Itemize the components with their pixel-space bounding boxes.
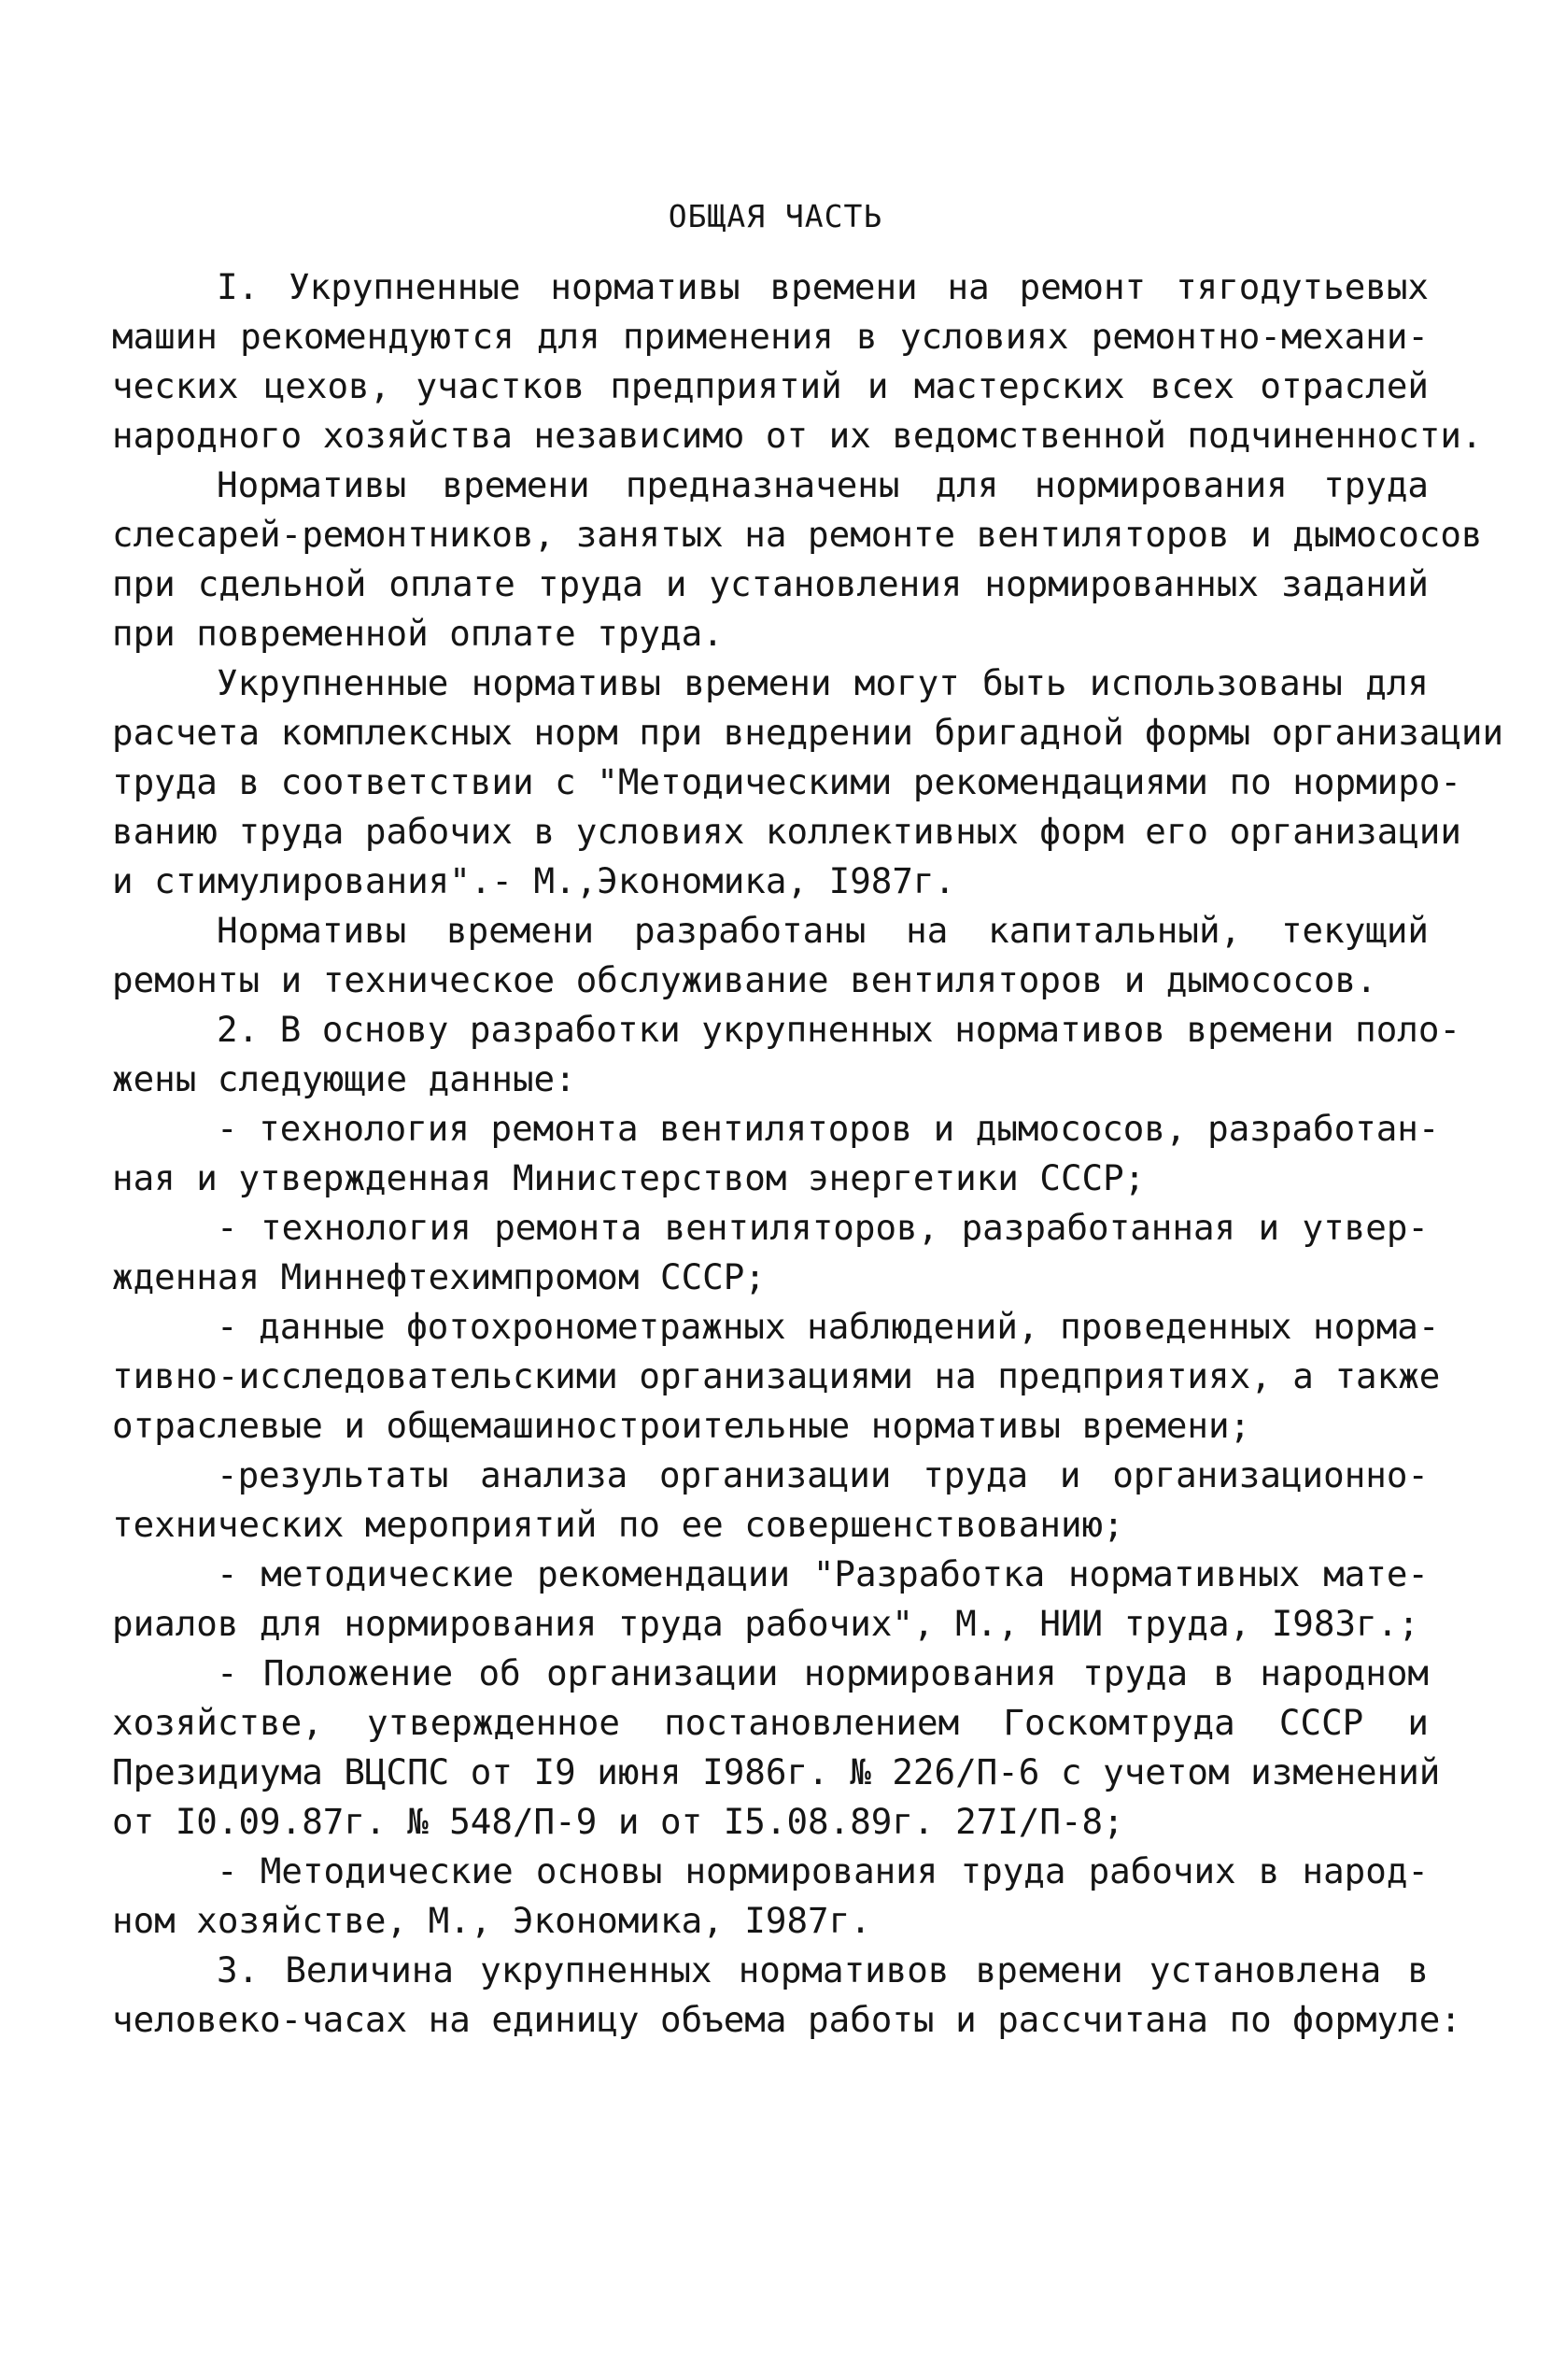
text-line: хозяйстве, утвержденное постановлением Госкомтруда СССР и xyxy=(112,1702,1429,1743)
text-line: народного хозяйства независимо от их ведомственной подчиненности. xyxy=(112,415,1483,456)
text-line: человеко-часах на единицу объема работы и рассчитана по формуле: xyxy=(112,1999,1461,2040)
text-line: - данные фотохронометражных наблюдений, проведенных норма- xyxy=(217,1306,1440,1347)
text-line: труда в соответствии с "Методическими рекомендациями по нормиро- xyxy=(112,761,1461,802)
text-line: - технология ремонта вентиляторов и дымососов, разработан- xyxy=(217,1108,1440,1149)
text-line: Нормативы времени предназначены для нормирования труда xyxy=(217,464,1429,505)
text-line: расчета комплексных норм при внедрении бригадной формы организации xyxy=(112,712,1504,753)
text-line: жденная Миннефтехимпромом СССР; xyxy=(112,1256,766,1297)
text-line: - методические рекомендации "Разработка нормативных мате- xyxy=(217,1553,1429,1594)
text-line: -результаты анализа организации труда и организационно- xyxy=(217,1454,1429,1495)
text-line: - Методические основы нормирования труда рабочих в народ- xyxy=(217,1850,1429,1891)
section-heading: ОБЩАЯ ЧАСТЬ xyxy=(668,198,883,234)
text-line: Укрупненные нормативы времени могут быть использованы для xyxy=(217,662,1429,703)
text-line: 3. Величина укрупненных нормативов времени установлена в xyxy=(217,1949,1429,1990)
text-line: от I0.09.87г. № 548/П-9 и от I5.08.89г. 27I/П-8; xyxy=(112,1801,1124,1842)
text-line: жены следующие данные: xyxy=(112,1058,576,1099)
text-line: технических мероприятий по ее совершенствованию; xyxy=(112,1504,1124,1545)
text-line: и стимулирования".- М.,Экономика, I987г. xyxy=(112,860,956,901)
text-line: ная и утвержденная Министерством энергетики СССР; xyxy=(112,1157,1146,1198)
text-line: слесарей-ремонтников, занятых на ремонте вентиляторов и дымососов xyxy=(112,514,1483,555)
text-line: Нормативы времени разработаны на капитальный, текущий xyxy=(217,910,1429,951)
text-line: ремонты и техническое обслуживание вентиляторов и дымососов. xyxy=(112,959,1377,1000)
text-line: - Положение об организации нормирования труда в народном xyxy=(217,1652,1429,1693)
text-line: 2. В основу разработки укрупненных нормативов времени поло- xyxy=(217,1009,1461,1050)
text-line: ческих цехов, участков предприятий и мастерских всех отраслей xyxy=(112,365,1429,406)
text-line: - технология ремонта вентиляторов, разработанная и утвер- xyxy=(217,1207,1429,1248)
text-line: ном хозяйстве, М., Экономика, I987г. xyxy=(112,1900,871,1941)
text-line: при повременной оплате труда. xyxy=(112,613,724,654)
text-line: машин рекомендуются для применения в условиях ремонтно-механи- xyxy=(112,316,1429,357)
text-line: риалов для нормирования труда рабочих", М., НИИ труда, I983г.; xyxy=(112,1603,1419,1644)
text-line: при сдельной оплате труда и установления нормированных заданий xyxy=(112,563,1429,604)
text-line: тивно-исследовательскими организациями на предприятиях, а также xyxy=(112,1355,1441,1396)
text-line: отраслевые и общемашиностроительные нормативы времени; xyxy=(112,1405,1251,1446)
text-line: Президиума ВЦСПС от I9 июня I986г. № 226/П-6 с учетом изменений xyxy=(112,1751,1441,1792)
text-line: I. Укрупненные нормативы времени на ремонт тягодутьевых xyxy=(217,266,1429,307)
text-line: ванию труда рабочих в условиях коллективных форм его организации xyxy=(112,811,1461,852)
